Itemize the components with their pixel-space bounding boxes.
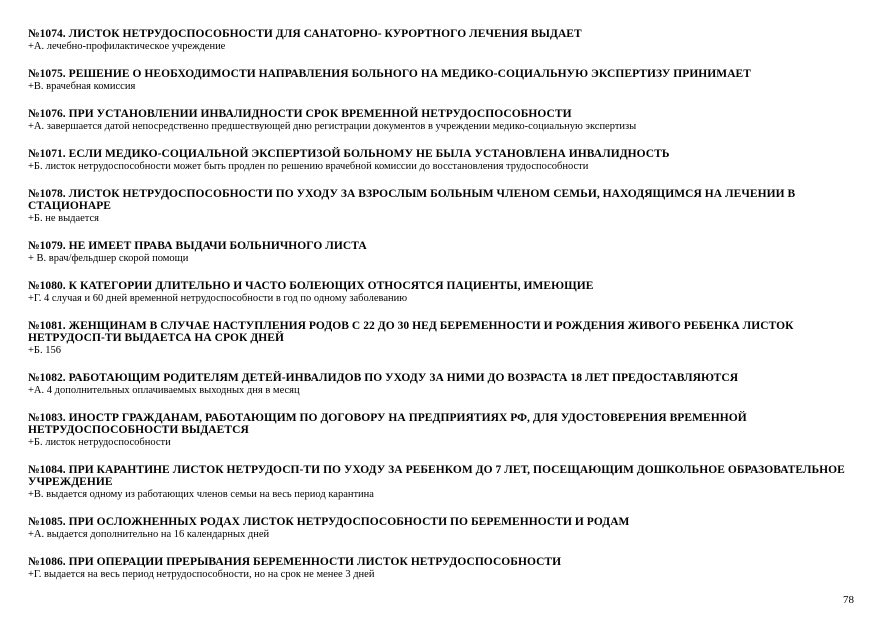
question-item [28, 148, 858, 173]
question-text: №1083. ИНОСТР ГРАЖДАНАМ, РАБОТАЮЩИМ ПО ДОГОВОРУ НА ПРЕДПРИЯТИЯХ РФ, ДЛЯ УДОСТОВЕРЕНИЯ ВРЕМЕННОЙ НЕТРУДОСПОСОБНОСТИ ВЫДАЕТСЯ [28, 412, 747, 436]
answer-text: +Г. выдается на весь период нетрудоспособности, но на срок не менее 3 дней [28, 569, 375, 580]
question-item [28, 28, 858, 53]
question-text: №1084. ПРИ КАРАНТИНЕ ЛИСТОК НЕТРУДОСП-ТИ ПО УХОДУ ЗА РЕБЕНКОМ ДО 7 ЛЕТ, ПОСЕЩАЮЩИМ ДОШКОЛЬНОЕ ОБРАЗОВАТЕЛЬНОЕ УЧРЕЖДЕНИЕ [28, 464, 845, 488]
question-item [28, 280, 858, 305]
question-text: №1076. ПРИ УСТАНОВЛЕНИИ ИНВАЛИДНОСТИ СРОК ВРЕМЕННОЙ НЕТРУДОСПОСОБНОСТИ [28, 108, 572, 120]
question-text: №1081. ЖЕНЩИНАМ В СЛУЧАЕ НАСТУПЛЕНИЯ РОДОВ С 22 ДО 30 НЕД БЕРЕМЕННОСТИ И РОЖДЕНИЯ ЖИВОГО РЕБЕНКА ЛИСТОК НЕТРУДОСП-ТИ ВЫДАЕТСА НА СРОК ДНЕЙ [28, 320, 794, 344]
question-text: №1080. К КАТЕГОРИИ ДЛИТЕЛЬНО И ЧАСТО БОЛЕЮЩИХ ОТНОСЯТСЯ ПАЦИЕНТЫ, ИМЕЮЩИЕ [28, 280, 594, 292]
question-item [28, 240, 858, 265]
question-text: №1078. ЛИСТОК НЕТРУДОСПОСОБНОСТИ ПО УХОДУ ЗА ВЗРОСЛЫМ БОЛЬНЫМ ЧЛЕНОМ СЕМЬИ, НАХОДЯЩИМСЯ НА ЛЕЧЕНИИ В СТАЦИОНАРЕ [28, 188, 796, 212]
answer-text: +А. 4 дополнительных оплачиваемых выходных дня в месяц [28, 385, 300, 396]
answer-text: +Г. 4 случая и 60 дней временной нетрудоспособности в год по одному заболеванию [28, 293, 408, 304]
page-number: 78 [843, 594, 854, 606]
answer-text: +Б. 156 [28, 345, 61, 356]
question-item [28, 412, 858, 449]
answer-text: +Б. не выдается [28, 213, 99, 224]
document-page [28, 28, 858, 596]
question-text: №1075. РЕШЕНИЕ О НЕОБХОДИМОСТИ НАПРАВЛЕНИЯ БОЛЬНОГО НА МЕДИКО-СОЦИАЛЬНУЮ ЭКСПЕРТИЗУ ПРИНИМАЕТ [28, 68, 752, 80]
answer-text: +Б. листок нетрудоспособности может быть продлен по решению врачебной комиссии до восстановления трудоспособности [28, 161, 589, 172]
question-item [28, 68, 858, 93]
answer-text: +Б. листок нетрудоспособности [28, 437, 171, 448]
answer-text: + В. врач/фельдшер скорой помощи [28, 253, 189, 264]
question-item [28, 188, 858, 225]
question-text: №1074. ЛИСТОК НЕТРУДОСПОСОБНОСТИ ДЛЯ САНАТОРНО- КУРОРТНОГО ЛЕЧЕНИЯ ВЫДАЕТ [28, 28, 582, 40]
question-item [28, 108, 858, 133]
question-text: №1086. ПРИ ОПЕРАЦИИ ПРЕРЫВАНИЯ БЕРЕМЕННОСТИ ЛИСТОК НЕТРУДОСПОСОБНОСТИ [28, 556, 562, 568]
answer-text: +В. врачебная комиссия [28, 81, 136, 92]
question-item [28, 516, 858, 541]
question-item [28, 556, 858, 581]
answer-text: +А. лечебно-профилактическое учреждение [28, 41, 226, 52]
question-item [28, 372, 858, 397]
question-text: №1085. ПРИ ОСЛОЖНЕННЫХ РОДАХ ЛИСТОК НЕТРУДОСПОСОБНОСТИ ПО БЕРЕМЕННОСТИ И РОДАМ [28, 516, 630, 528]
answer-text: +А. выдается дополнительно на 16 календарных дней [28, 529, 270, 540]
answer-text: +В. выдается одному из работающих членов семьи на весь период карантина [28, 489, 374, 500]
question-item [28, 320, 858, 357]
answer-text: +А. завершается датой непосредственно предшествующей дню регистрации документов в учреждении медико-социальную экспертизы [28, 121, 637, 132]
question-item [28, 464, 858, 501]
question-text: №1079. НЕ ИМЕЕТ ПРАВА ВЫДАЧИ БОЛЬНИЧНОГО ЛИСТА [28, 240, 367, 252]
question-text: №1071. ЕСЛИ МЕДИКО-СОЦИАЛЬНОЙ ЭКСПЕРТИЗОЙ БОЛЬНОМУ НЕ БЫЛА УСТАНОВЛЕНА ИНВАЛИДНОСТЬ [28, 148, 670, 160]
question-text: №1082. РАБОТАЮЩИМ РОДИТЕЛЯМ ДЕТЕЙ-ИНВАЛИДОВ ПО УХОДУ ЗА НИМИ ДО ВОЗРАСТА 18 ЛЕТ ПРЕДОСТАВЛЯЮТСЯ [28, 372, 739, 384]
